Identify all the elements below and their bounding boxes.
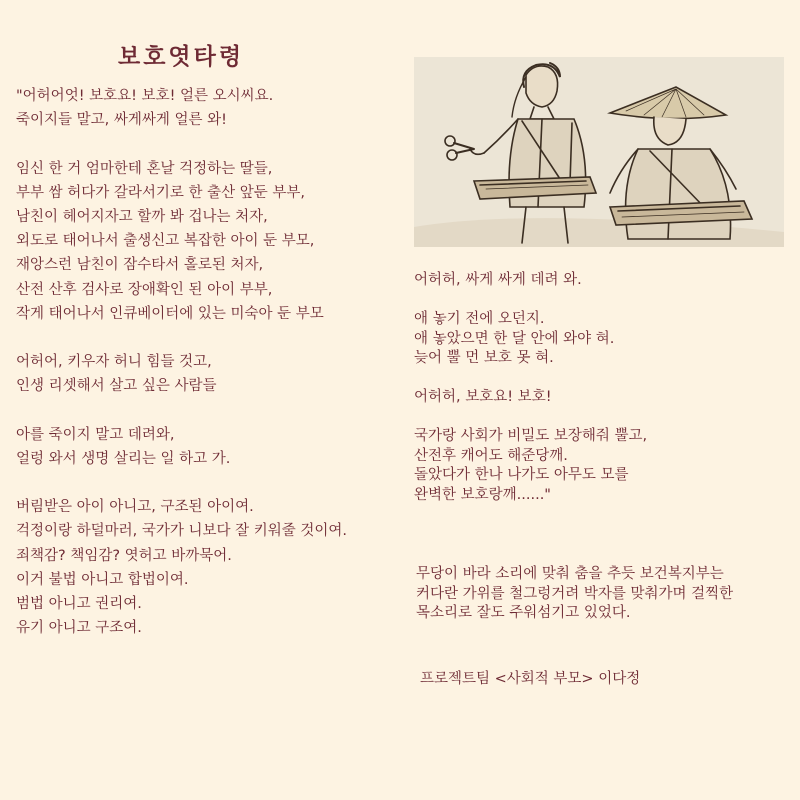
poem-line: 산전후 캐어도 해준당깨. xyxy=(414,447,568,464)
poem-line: 부부 쌈 허다가 갈라서기로 한 출산 앞둔 부부, xyxy=(16,184,305,201)
poem-line: 버림받은 아이 아니고, 구조된 아이여. xyxy=(16,499,254,516)
poem-right-column xyxy=(414,271,647,505)
poem-line: 애 놓았으면 한 달 안에 와야 혀. xyxy=(414,330,615,347)
poem-line: 인생 리셋해서 살고 싶은 사람들 xyxy=(16,378,217,395)
poem-line: 산전 산후 검사로 장애확인 된 아이 부부, xyxy=(16,281,273,298)
poem-line: 얼렁 와서 생명 살리는 일 하고 가. xyxy=(16,450,231,467)
poem-line: 완벽한 보호랑깨......" xyxy=(414,486,551,503)
poem-line: 어허허, 싸게 싸게 데려 와. xyxy=(414,272,582,288)
poem-line: 애 놓기 전에 오던지. xyxy=(414,311,545,327)
poem-line xyxy=(414,291,647,311)
narration-line: 커다란 가위를 철그렁거려 박자를 맞춰가며 걸찍한 xyxy=(416,585,734,602)
poem-line: "어허어엇! 보호요! 보호! 얼른 오시씨요. xyxy=(16,88,274,104)
poem-line: 작게 태어나서 인큐베이터에 있는 미숙아 둔 부모 xyxy=(16,305,324,322)
narration-line: 목소리로 잘도 주워섬기고 있었다. xyxy=(416,605,631,621)
poem-line xyxy=(16,326,347,350)
poem-line: 어허허, 보호요! 보호! xyxy=(414,389,552,405)
poem-line xyxy=(414,369,647,389)
poem-line: 늦어 뿔 먼 보호 못 혀. xyxy=(414,350,554,366)
author-credit: 프로젝트팀 <사회적 부모> 이다정 xyxy=(420,671,641,687)
poem-line: 임신 한 거 엄마한테 혼날 걱정하는 딸들, xyxy=(16,160,273,177)
poem-line: 재앙스런 남친이 잠수타서 홀로된 처자, xyxy=(16,257,264,274)
poem-line: 아를 죽이지 말고 데려와, xyxy=(16,426,175,443)
poem-line: 범법 아니고 권리여. xyxy=(16,595,142,612)
poem-line: 외도로 태어나서 출생신고 복잡한 아이 둔 부모, xyxy=(16,233,315,250)
page-title: 보호엿타령 xyxy=(118,44,245,70)
poem-line: 죽이지들 말고, 싸게싸게 얼른 와! xyxy=(16,112,227,129)
poem-line: 걱정이랑 하덜마러, 국가가 니보다 잘 키워줄 것이여. xyxy=(16,523,348,540)
poem-line: 돌았다가 한나 나가도 아무도 모를 xyxy=(414,467,629,483)
narration-line: 무당이 바라 소리에 맞춰 춤을 추듯 보건복지부는 xyxy=(416,566,724,582)
yeot-vendors-illustration-icon xyxy=(414,57,784,247)
poem-line xyxy=(414,408,647,428)
poem-line xyxy=(16,132,347,156)
poem-left-column xyxy=(16,84,347,640)
narration-paragraph xyxy=(416,565,796,624)
poem-line: 남친이 헤어지자고 할까 봐 겁나는 처자, xyxy=(16,208,268,225)
poem-line: 국가랑 사회가 비밀도 보장해줘 뿔고, xyxy=(414,428,648,444)
poem-line: 어허어, 키우자 허니 힘들 것고, xyxy=(16,354,212,371)
poem-line: 유기 아니고 구조여. xyxy=(16,620,142,637)
poem-line: 이거 불법 아니고 합법이여. xyxy=(16,571,189,588)
poem-line xyxy=(16,398,347,422)
poem-line xyxy=(16,471,347,495)
poem-line: 죄책감? 책임감? 엿허고 바까묵어. xyxy=(16,547,232,564)
